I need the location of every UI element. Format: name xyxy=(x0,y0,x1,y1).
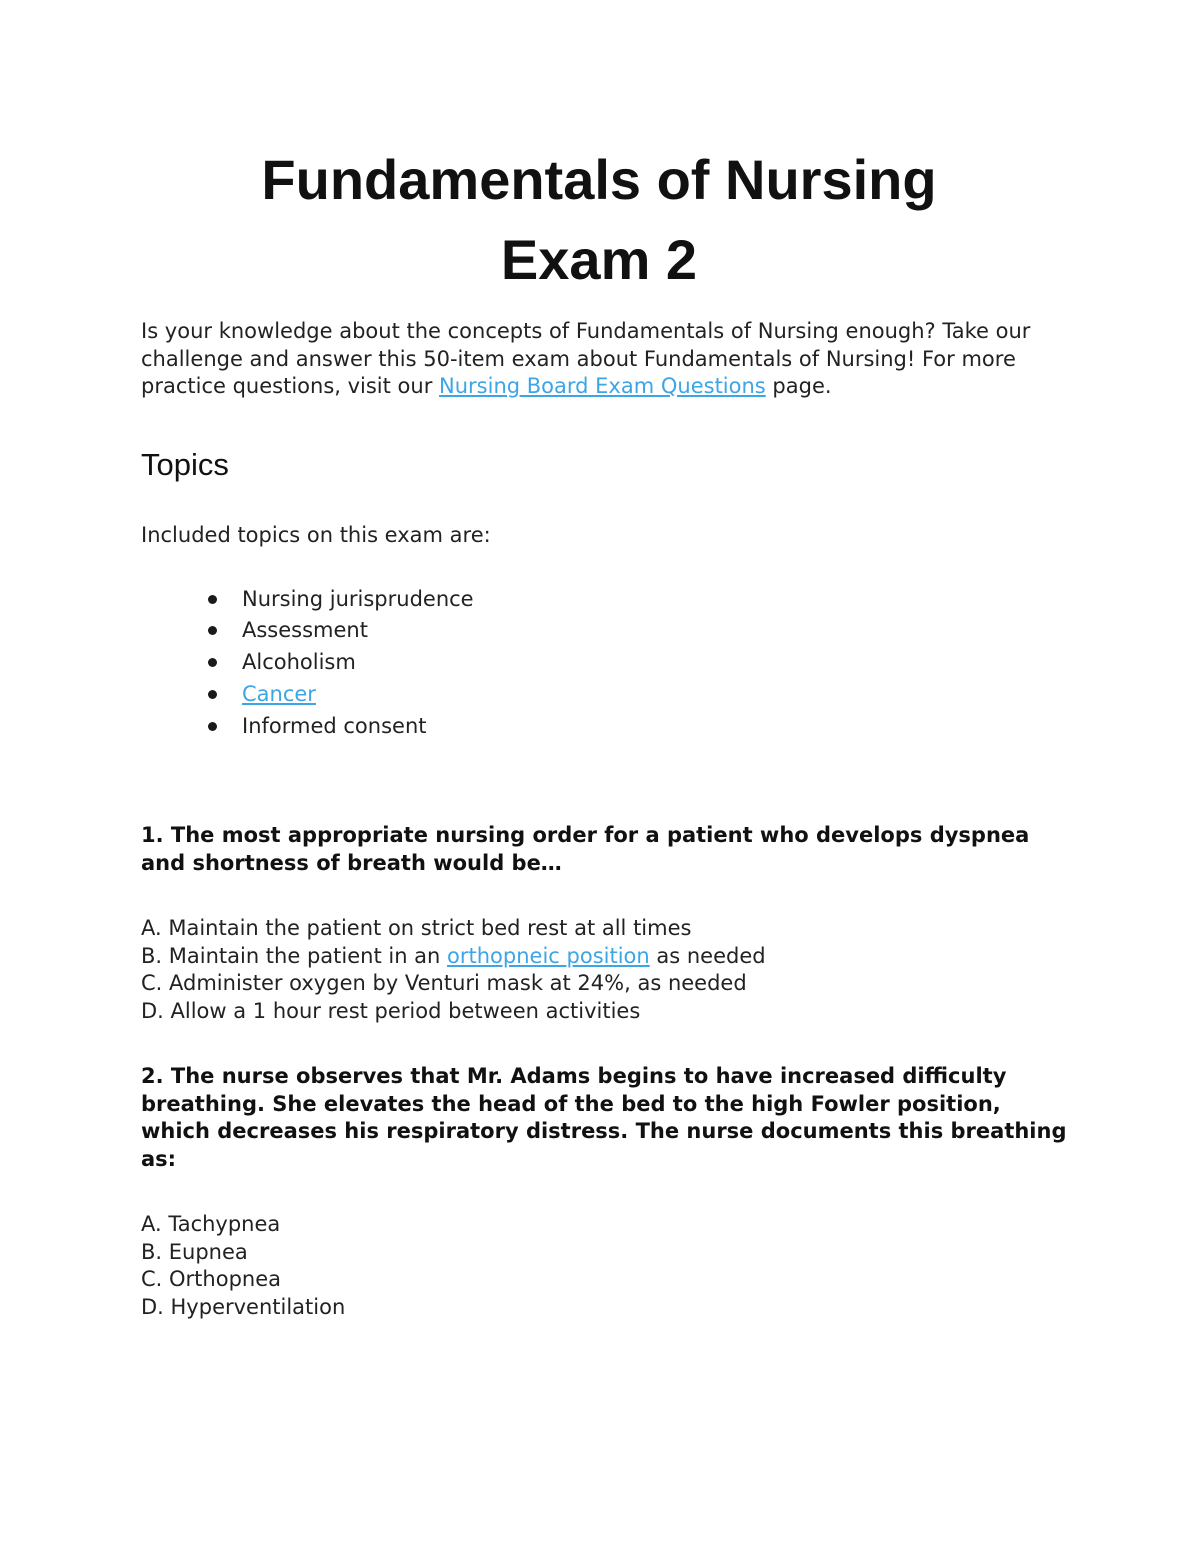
title-line-2: Exam 2 xyxy=(500,228,698,291)
question-2-options xyxy=(141,1211,1071,1321)
cancer-link[interactable]: Cancer xyxy=(242,681,316,706)
option-b: B. Eupnea xyxy=(141,1239,248,1264)
topic-item xyxy=(141,647,1071,679)
intro-paragraph xyxy=(141,318,1071,401)
option-b-text-end: as needed xyxy=(649,943,766,968)
nursing-board-exam-questions-link[interactable]: Nursing Board Exam Questions xyxy=(439,374,766,398)
option-c: C. Orthopnea xyxy=(141,1267,281,1292)
topic-label: Assessment xyxy=(242,618,368,643)
option-a: A. Tachypnea xyxy=(141,1212,281,1237)
intro-text: Is your knowledge about the concepts of Fundamentals of Nursing enough? Take our challenge and answer this 50-item exam about Fundamentals of Nursing! For more practice questions, visit our xyxy=(141,319,1031,398)
topic-item xyxy=(141,615,1071,647)
topic-label: Informed consent xyxy=(242,713,427,738)
document-page xyxy=(141,140,1071,1321)
topic-item xyxy=(141,711,1071,743)
bullet-icon xyxy=(208,658,217,667)
option-d: D. Hyperventilation xyxy=(141,1294,346,1319)
bullet-icon xyxy=(208,626,217,635)
topic-item xyxy=(141,679,1071,711)
topics-heading: Topics xyxy=(141,446,229,482)
bullet-icon xyxy=(208,595,217,604)
option-b-text: B. Maintain the patient in an xyxy=(141,943,448,968)
option-b xyxy=(141,943,1071,971)
topic-label: Nursing jurisprudence xyxy=(242,586,474,611)
intro-text-end: page. xyxy=(765,374,832,398)
topics-intro: Included topics on this exam are: xyxy=(141,522,491,547)
title-line-1: Fundamentals of Nursing xyxy=(261,148,937,211)
topic-item xyxy=(141,584,1071,616)
question-1-options xyxy=(141,915,1071,1025)
topic-list xyxy=(141,584,1071,743)
question-1-text: 1. The most appropriate nursing order for a patient who develops dyspnea and shortness of breath would be… xyxy=(141,823,1030,875)
bullet-icon xyxy=(208,722,217,731)
option-d: D. Allow a 1 hour rest period between activities xyxy=(141,998,641,1023)
page-title xyxy=(141,140,1057,300)
option-c: C. Administer oxygen by Venturi mask at 24%, as needed xyxy=(141,971,747,996)
bullet-icon xyxy=(208,690,217,699)
question-2-text: 2. The nurse observes that Mr. Adams begins to have increased difficulty breathing. She elevates the head of the bed to the high Fowler position, which decreases his respiratory distress. The nurse documents this breathing as: xyxy=(141,1064,1067,1171)
option-a: A. Maintain the patient on strict bed rest at all times xyxy=(141,916,692,941)
orthopneic-position-link[interactable]: orthopneic position xyxy=(447,943,650,968)
topic-label: Alcoholism xyxy=(242,650,356,675)
